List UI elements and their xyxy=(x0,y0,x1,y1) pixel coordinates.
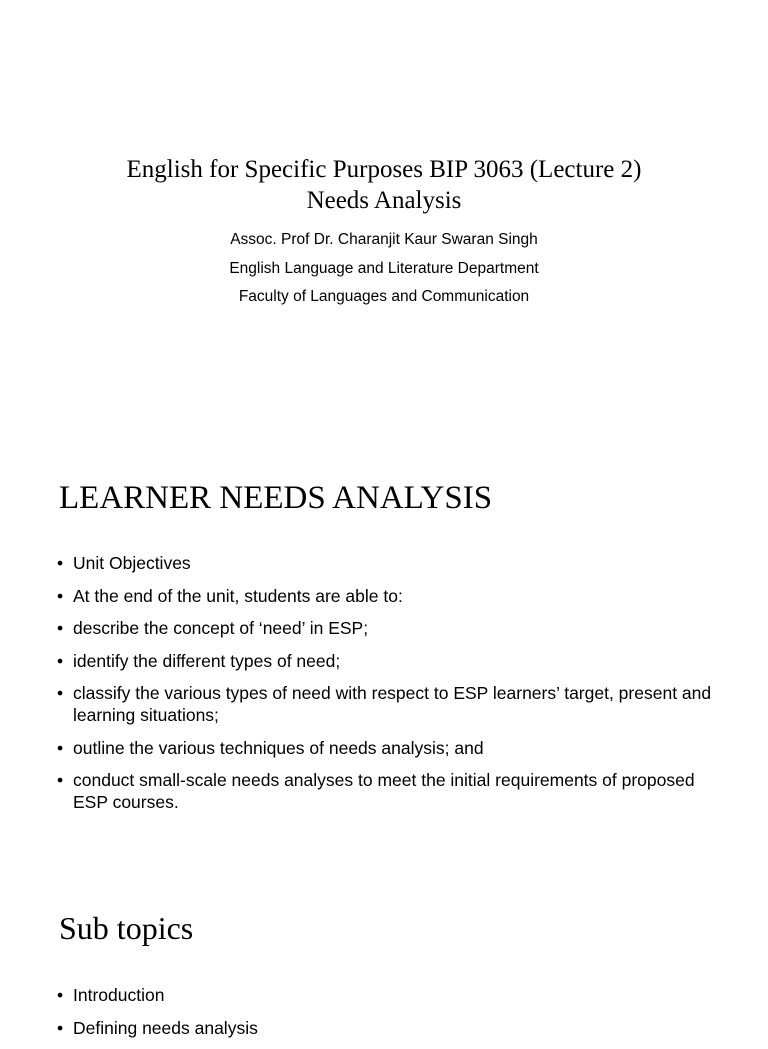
list-item-text: classify the various types of need with respect to ESP learners’ target, present and learning situations; xyxy=(73,683,712,725)
list-item-text: conduct small-scale needs analyses to meet the initial requirements of proposed ESP courses. xyxy=(73,770,695,812)
faculty-name: Faculty of Languages and Communication xyxy=(238,288,530,305)
author-name: Assoc. Prof Dr. Charanjit Kaur Swaran Singh xyxy=(230,231,538,248)
list-item xyxy=(57,1017,717,1039)
list-item xyxy=(57,585,717,607)
list-item xyxy=(57,682,717,726)
list-item-text: At the end of the unit, students are able to: xyxy=(73,585,403,606)
list-item-text: Unit Objectives xyxy=(73,553,191,573)
slide-title-line-2: Needs Analysis xyxy=(306,187,462,214)
bullet-marker: • xyxy=(57,770,64,790)
bullet-marker: • xyxy=(57,683,64,703)
list-item xyxy=(57,737,717,759)
objectives-slide xyxy=(0,432,768,864)
list-item xyxy=(57,984,717,1006)
objectives-list xyxy=(57,552,717,824)
subtopics-slide xyxy=(0,864,768,1038)
slide-heading: LEARNER NEEDS ANALYSIS xyxy=(59,480,493,516)
subtopics-list xyxy=(57,984,717,1049)
list-item-text: Introduction xyxy=(73,985,165,1005)
bullet-marker: • xyxy=(57,553,64,573)
bullet-marker: • xyxy=(57,618,64,638)
slide-title-line-1: English for Specific Purposes BIP 3063 (Lecture 2) xyxy=(126,156,642,183)
list-item-text: outline the various techniques of needs analysis; and xyxy=(73,737,484,758)
list-item xyxy=(57,552,717,574)
bullet-marker: • xyxy=(57,650,64,671)
list-item xyxy=(57,617,717,639)
bullet-marker: • xyxy=(57,737,64,758)
list-item-text: identify the different types of need; xyxy=(73,650,341,671)
slide-heading: Sub topics xyxy=(59,910,194,946)
bullet-marker: • xyxy=(57,1017,64,1038)
bullet-marker: • xyxy=(57,585,64,606)
list-item-text: Defining needs analysis xyxy=(73,1017,258,1038)
bullet-marker: • xyxy=(57,985,64,1005)
list-item-text: describe the concept of ‘need’ in ESP; xyxy=(73,618,369,638)
list-item xyxy=(57,769,717,813)
department-name: English Language and Literature Department xyxy=(229,260,539,277)
title-slide xyxy=(0,0,768,432)
list-item xyxy=(57,650,717,672)
